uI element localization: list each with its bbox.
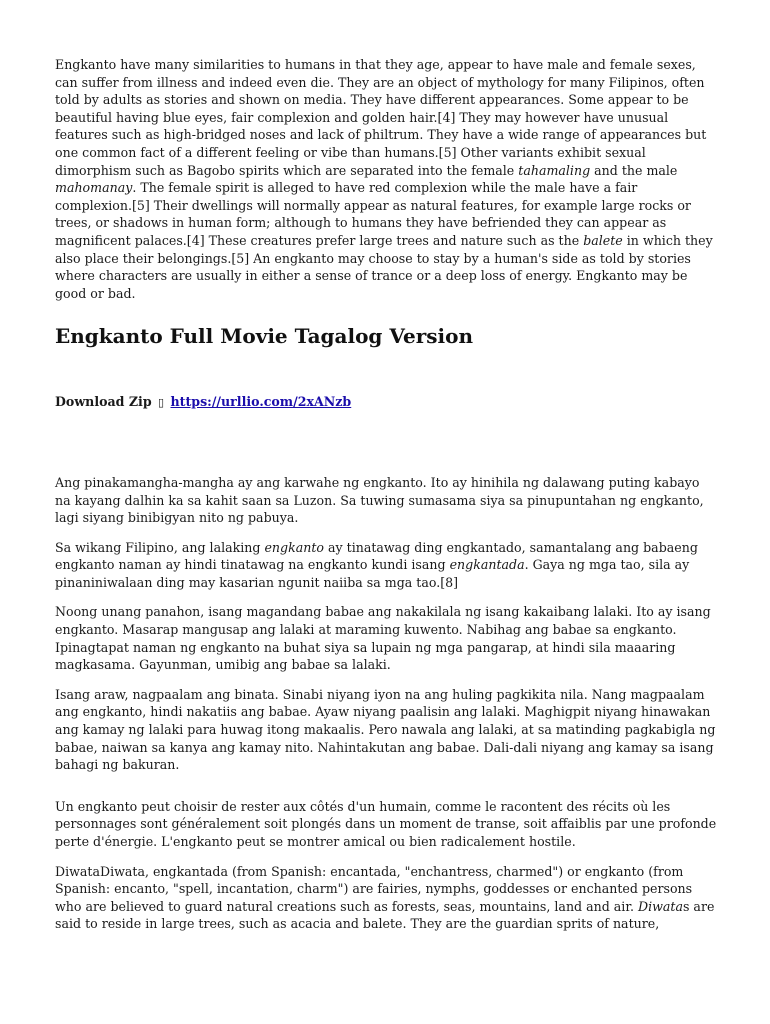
page-heading: Engkanto Full Movie Tagalog Version [55,324,474,349]
intro-term-tree: balete [583,232,623,248]
download-line [55,393,717,412]
french-section [55,798,717,933]
download-link[interactable]: https://urllio.com/2xANzb [170,394,352,410]
intro-paragraph [55,56,717,302]
tagalog-paragraph-4: Isang araw, nagpaalam ang binata. Sinabi niyang iyon na ang huling pagkikita nila. Nang magpaalam ang engkanto, hindi nakatiis ang babae. Ayaw niyang paalisin ang lalaki. Maghigpit niyang hinawakan ang kamay ng lalaki para huwag itong makaalis. Pero nawala ang lalaki, at sa matinding pagkabigla ng babae, naiwan sa kanya ang kamay nito. Nahintakutan ang babae. Dali-dali niyang ang kamay sa isang bahagi ng bakuran. [55,686,716,773]
tagalog-p2-text-a: Sa wikang Filipino, ang lalaking [55,539,265,555]
tagalog-p2-text-c: . Gaya ng mga tao, sila ay pinaniniwalaan ding may kasarian ngunit naiiba sa mga tao.[8] [55,557,690,590]
tagalog-p2-term-2: engkantada [449,557,525,573]
intro-text-2: and the male [590,162,678,178]
tagalog-section [55,474,717,774]
french-paragraph: Un engkanto peut choisir de rester aux côtés d'un humain, comme le racontent des récits où les personnages sont généralement soit plongés dans un moment de transe, soit affaiblis par une profonde perte d'énergie. L'engkanto peut se montrer amical ou bien radicalement hostile. [55,798,717,849]
intro-text-1: Engkanto have many similarities to humans in that they age, appear to have male and female sexes, can suffer from illness and indeed even die. They are an object of mythology for many Filipinos, often told by adults as stories and shown on media. They have different appearances. Some appear to be beautiful having blue eyes, fair complexion and golden hair.[4] They may however have unusual features such as high-bridged noses and lack of philtrum. They have a wide range of appearances but one common fact of a different feeling or vibe than humans.[5] Other variants exhibit sexual dimorphism such as Bagobo spirits which are separated into the female [55,57,707,178]
document-page [55,56,717,933]
intro-text-4: in which they also place their belongings.[5] An engkanto may choose to stay by a human's side as told by stories where characters are usually in either a sense of trance or a deep loss of energy. Engkanto may be good or bad. [55,232,713,301]
tagalog-paragraph-1: Ang pinakamangha-mangha ay ang karwahe ng engkanto. Ito ay hinihila ng dalawang puting kabayo na kayang dalhin ka sa kahit saan sa Luzon. Sa tuwing sumasama siya sa pinupuntahan ng engkanto, lagi siyang binibigyan nito ng pabuya. [55,474,704,526]
diwata-paragraph [55,863,717,933]
diwata-text-2: s are said to reside in large trees, such as acacia and balete. They are the guardian sprits of nature, [55,898,715,932]
diwata-term: Diwata [637,898,683,914]
tagalog-p2-term-1: engkanto [264,539,324,555]
intro-text-3: . The female spirit is alleged to have red complexion while the male have a fair complexion.[5] Their dwellings will normally appear as natural features, for example large rocks or trees, or shadows in human form; although to humans they have befriended they can appear as magnificent palaces.[4] These creatures prefer large trees and nature such as the [55,180,691,248]
tagalog-p2-text-b: ay tinatawag ding engkantado, samantalang ang babaeng engkanto naman ay hindi tinatawag na engkanto kundi isang [55,539,698,573]
missing-glyph-icon: ▯ [158,396,165,410]
download-label: Download Zip [55,394,152,410]
diwata-text-1: DiwataDiwata, engkantada (from Spanish: encantada, "enchantress, charmed") or engkanto (from Spanish: encanto, "spell, incantation, charm") are fairies, nymphs, goddesses or enchanted persons who are believed to guard natural creations such as forests, seas, mountains, land and air. [55,863,693,914]
intro-term-female: tahamaling [518,162,591,178]
tagalog-paragraph-3: Noong unang panahon, isang magandang babae ang nakakilala ng isang kakaibang lalaki. Ito ay isang engkanto. Masarap mangusap ang lalaki at maraming kuwento. Nabihag ang babae sa engkanto. Ipinagtapat naman ng engkanto na buhat siya sa lupain ng mga pangarap, at hindi sila maaaring magkasama. Gayunman, umibig ang babae sa lalaki. [55,604,711,673]
tagalog-paragraph-2 [55,539,717,592]
intro-term-male: mahomanay [55,180,133,196]
